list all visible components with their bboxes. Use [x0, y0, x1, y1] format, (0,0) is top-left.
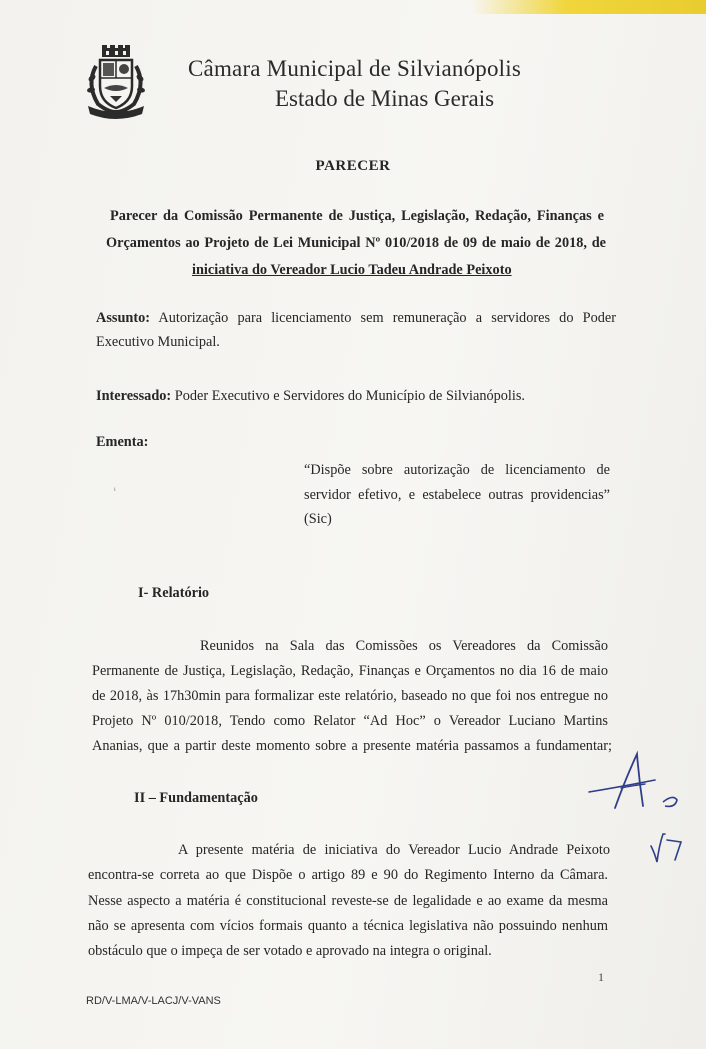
interessado-label: Interessado: [96, 388, 172, 404]
fundamentacao-line-4: não se apresenta com vícios formais quanto a técnica legislativa não possuindo nenhum [88, 918, 608, 934]
assunto-label: Assunto: [96, 310, 151, 326]
fundamentacao-line-1: A presente matéria de iniciativa do Vereador Lucio Andrade Peixoto [178, 842, 610, 858]
fundamentacao-line-3: Nesse aspecto a matéria é constitucional reveste-se de legalidade e ao exame da mesma [88, 893, 608, 909]
fundamentacao-line-2: encontra-se correta ao que Dispõe o artigo 89 e 90 do Regimento Interno da Câmara. [88, 867, 608, 883]
relatorio-line-3: de 2018, às 17h30min para formalizar este relatório, baseado no que foi nos entregue no [92, 688, 608, 704]
page-number: 1 [598, 970, 604, 984]
fundamentacao-heading: II – Fundamentação [134, 790, 258, 806]
interessado-text: Poder Executivo e Servidores do Município de Silvianópolis. [174, 388, 526, 404]
ementa-line-2: servidor efetivo, e estabelece outras providencias” [304, 487, 610, 503]
relatorio-line-1: Reunidos na Sala das Comissões os Vereadores da Comissão [200, 638, 608, 654]
intro-line-2: Orçamentos ao Projeto de Lei Municipal Nº 010/2018 de 09 de maio de 2018, de [106, 235, 606, 251]
relatorio-line-2: Permanente de Justiça, Legislação, Redação, Finanças e Orçamentos no dia 16 de maio [92, 663, 608, 679]
ementa-line-3: (Sic) [304, 511, 332, 527]
assunto-line-1 [96, 310, 616, 327]
fundamentacao-line-5: obstáculo que o impeça de ser votado e aprovado na integra o original. [88, 943, 492, 959]
assunto-text-1: Autorização para licenciamento sem remuneração a servidores do Poder [158, 310, 616, 326]
document-title: PARECER [315, 158, 391, 174]
intro-line-3: iniciativa do Vereador Lucio Tadeu Andrade Peixoto [192, 262, 512, 278]
relatorio-line-5: Ananias, que a partir deste momento sobre a presente matéria passamos a fundamentar; [92, 738, 612, 754]
interessado-line [96, 388, 525, 405]
assunto-line-2: Executivo Municipal. [96, 334, 220, 350]
footer-initials-code: RD/V-LMA/V-LACJ/V-VANS [86, 995, 221, 1007]
coat-of-arms-seal [80, 44, 152, 120]
ementa-line-1: “Dispõe sobre autorização de licenciamento de [304, 462, 610, 478]
ementa-label: Ementa: [96, 434, 149, 450]
paper-speck: ᵢ [114, 482, 116, 493]
header-chamber-name: Câmara Municipal de Silvianópolis [188, 56, 522, 81]
relatorio-heading: I- Relatório [138, 585, 210, 601]
header-state-name: Estado de Minas Gerais [275, 86, 495, 111]
yellow-sticky-edge [470, 0, 706, 14]
intro-line-1: Parecer da Comissão Permanente de Justiça, Legislação, Redação, Finanças e [110, 208, 604, 224]
margin-initials-signature [585, 750, 695, 870]
relatorio-line-4: Projeto Nº 010/2018, Tendo como Relator “Ad Hoc” o Vereador Luciano Martins [92, 713, 608, 729]
